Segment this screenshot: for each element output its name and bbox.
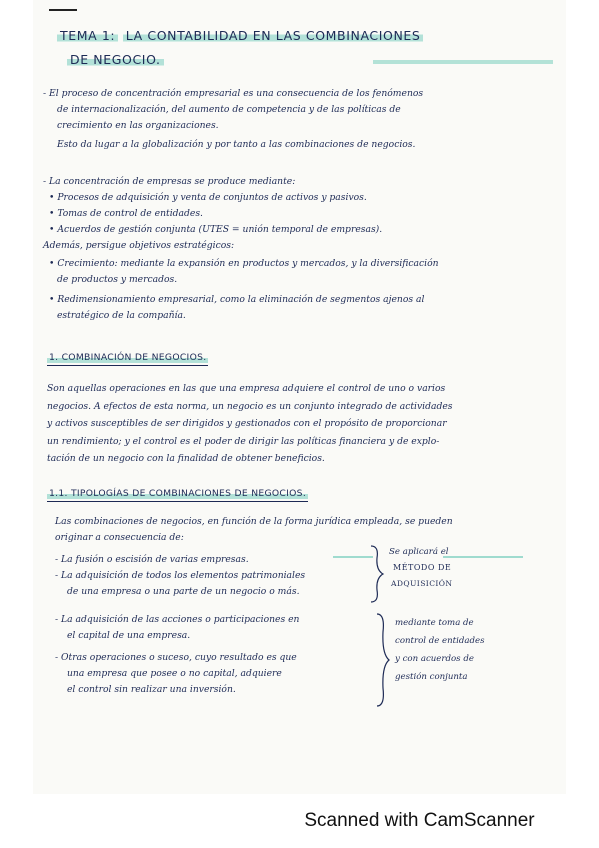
- group-2-note: [395, 614, 485, 686]
- group-2-list: [55, 612, 385, 698]
- section-1-heading-text: 1. COMBINACIÓN DE NEGOCIOS.: [49, 352, 207, 363]
- concentration-item: • Tomas de control de entidades.: [49, 208, 203, 219]
- group-2-item: el capital de una empresa.: [67, 630, 191, 641]
- section-1-paragraph: [47, 380, 557, 468]
- group-1-brace-path: [371, 546, 383, 602]
- objectives-lead: Además, persigue objetivos estratégicos:: [43, 240, 235, 251]
- intro-line: crecimiento en las organizaciones.: [57, 120, 219, 131]
- section-1-line: tación de un negocio con la finalidad de obtener beneficios.: [47, 453, 325, 464]
- group-2-brace: [373, 612, 393, 708]
- camscanner-footer: Scanned with CamScanner: [304, 810, 535, 831]
- objective-item-cont: estratégico de la compañía.: [57, 310, 186, 321]
- intro-paragraph: [43, 86, 553, 153]
- group-1-item: - La adquisición de todos los elementos patrimoniales: [55, 570, 306, 581]
- section-1-line: un rendimiento; y el control es el poder de dirigir las políticas financiera y de explo-: [47, 435, 440, 447]
- section-1-line: Son aquellas operaciones en las que una empresa adquiere el control de uno o varios: [47, 383, 446, 394]
- section-1-underline: [47, 365, 208, 366]
- group-2-brace-path: [377, 614, 389, 706]
- group-2-note-line: y con acuerdos de: [395, 654, 474, 664]
- title-rest: LA CONTABILIDAD EN LAS COMBINACIONES: [123, 28, 424, 43]
- title-line-1: [57, 24, 487, 48]
- title-prefix: TEMA 1:: [57, 28, 118, 43]
- section-1-line: negocios. A efectos de esta norma, un negocio es un conjunto integrado de actividades: [47, 400, 453, 412]
- section-1-1-lead-line: Las combinaciones de negocios, en función de la forma jurídica empleada, se pueden: [55, 516, 453, 527]
- section-1-1-heading: [47, 488, 308, 499]
- group-2-note-line: mediante toma de: [395, 618, 474, 628]
- group-2-item: - La adquisición de las acciones o participaciones en: [55, 614, 300, 625]
- section-1-heading: [47, 352, 208, 363]
- objective-item: • Crecimiento: mediante la expansión en productos y mercados, y la diversificación: [49, 258, 439, 269]
- group-1-note-line: Se aplicará el: [389, 547, 449, 557]
- group-2-item: el control sin realizar una inversión.: [67, 684, 236, 695]
- group-2-note-line: gestión conjunta: [395, 672, 468, 682]
- section-1-1-lead-line: originar a consecuencia de:: [55, 532, 184, 543]
- group-1-item: de una empresa o una parte de un negocio o más.: [67, 586, 300, 597]
- concentration-block: [43, 174, 553, 324]
- title-line-2-text: DE NEGOCIO.: [67, 52, 164, 67]
- concentration-item: • Acuerdos de gestión conjunta (UTES = unión temporal de empresas).: [49, 224, 383, 235]
- section-1-1-underline: [47, 501, 308, 502]
- group-2-note-line: control de entidades: [395, 636, 485, 646]
- group-1-item: - La fusión o escisión de varias empresas.: [55, 554, 249, 565]
- top-mark: [49, 9, 77, 11]
- section-1-1-heading-text: 1.1. TIPOLOGÍAS DE COMBINACIONES DE NEGOCIOS.: [49, 488, 307, 499]
- title-highlight-tail: [373, 60, 553, 64]
- group-1-list: [55, 552, 375, 600]
- group-2-item: una empresa que posee o no capital, adquiere: [67, 668, 282, 679]
- section-1-1-lead: [55, 514, 560, 546]
- page-title: [57, 24, 487, 72]
- objective-item: • Redimensionamiento empresarial, como la eliminación de segmentos ajenos al: [49, 294, 425, 305]
- section-1-line: y activos susceptibles de ser dirigidos y gestionados con el propósito de proporcionar: [47, 418, 447, 429]
- group-1-brace: [367, 544, 387, 604]
- intro-line: Esto da lugar a la globalización y por tanto a las combinaciones de negocios.: [57, 139, 416, 150]
- green-marker-right: [443, 556, 523, 558]
- group-1-note-line: ADQUISICIÓN: [391, 579, 453, 588]
- scanned-page: [33, 0, 566, 794]
- intro-line: de internacionalización, del aumento de competencia y de las políticas de: [57, 104, 401, 115]
- group-1-note-line: MÉTODO DE: [393, 563, 452, 572]
- objective-item-cont: de productos y mercados.: [57, 274, 178, 285]
- group-1-note: [389, 544, 452, 592]
- group-2-item: - Otras operaciones o suceso, cuyo resultado es que: [55, 652, 297, 663]
- intro-line: - El proceso de concentración empresarial es una consecuencia de los fenómenos: [43, 88, 424, 99]
- concentration-item: • Procesos de adquisición y venta de conjuntos de activos y pasivos.: [49, 192, 367, 203]
- concentration-lead: - La concentración de empresas se produce mediante:: [43, 176, 296, 187]
